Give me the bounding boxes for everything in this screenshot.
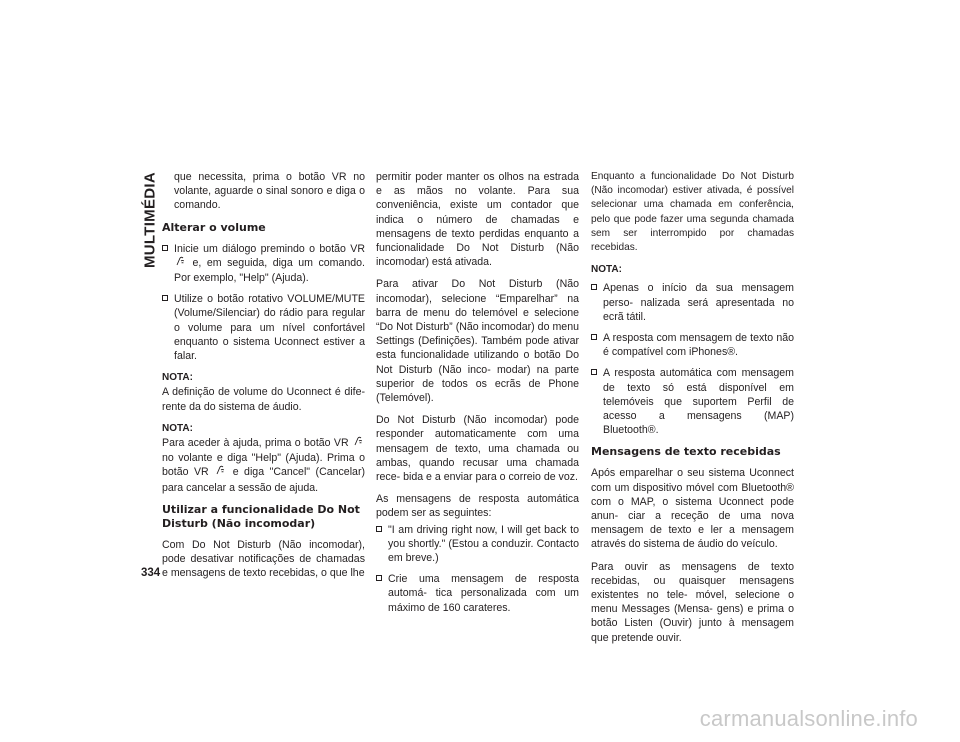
note-text-part: Para aceder à ajuda, prima o botão VR [162,437,349,450]
list-item: A resposta com mensagem de texto não é compatível com iPhones®. [591,331,794,359]
paragraph: Para ouvir as mensagens de texto recebidas, ou quaisquer mensagens existentes no tele- móvel, selecione o menu Messages (Mensa- gens) e prima o botão Listen (Ouvir) junto à mensagem que pretende ouvir. [591,560,794,644]
note-label: NOTA: [591,264,622,276]
list-item [162,242,365,286]
note-text-part: no volante e diga "Help" (Ajuda). Prima o botão VR [162,452,365,479]
voice-recognition-icon [216,465,225,480]
note-text-part: e diga "Cancel" (Cancelar) para cancelar a sessão de ajuda. [162,466,365,494]
voice-recognition-icon [176,256,185,271]
note-bullet-list [591,281,794,437]
bullet-text: e, em seguida, diga um comando. Por exemplo, "Help" (Ajuda). [174,256,365,285]
heading-alterar-volume: Alterar o volume [162,220,266,234]
column-1 [162,170,365,588]
section-tab [140,170,160,270]
column-3 [591,170,794,653]
paragraph: Com Do Not Disturb (Não incomodar), pode desativar notificações de chamadas e mensagens de texto recebidas, o que lhe [162,538,365,580]
section-tab-label: MULTIMÉDIA [141,171,159,269]
list-item: Apenas o início da sua mensagem perso- nalizada será apresentada no ecrã tátil. [591,281,794,324]
list-item: Utilize o botão rotativo VOLUME/MUTE (Volume/Silenciar) do rádio para regular o volume para um nível confortável enquanto o sistema Uconnect estiver a falar. [162,292,365,363]
column-2 [376,170,579,623]
paragraph: Após emparelhar o seu sistema Uconnect com um dispositivo móvel com Bluetooth® com o MAP, o sistema Uconnect pode anun- ciar a receção de uma nova mensagem de texto e ler a mensagem através do sistema de áudio do veículo. [591,467,794,551]
heading-do-not-disturb: Utilizar a funcionalidade Do Not Disturb (Não incomodar) [162,502,360,530]
voice-recognition-icon [354,436,363,451]
paragraph-continued: que necessita, prima o botão VR no volante, aguarde o sinal sonoro e diga o comando. [174,171,365,212]
note-label: NOTA: [162,372,193,384]
bullet-text: Inicie um diálogo premindo o botão VR [174,242,365,255]
list-item: "I am driving right now, I will get back to you shortly." (Estou a conduzir. Contacto em breve.) [376,523,579,566]
paragraph: Enquanto a funcionalidade Do Not Disturb (Não incomodar) estiver ativada, é possível selecionar uma chamada em conferência, pelo que pode fazer uma segunda chamada sem ser interrompido por chamadas recebidas. [591,171,794,254]
note-label: NOTA: [162,422,193,434]
auto-reply-bullet-list [376,523,579,615]
paragraph: permitir poder manter os olhos na estrada e as mãos no volante. Para sua conveniência, existe um contador que indica o número de chamadas e mensagens de texto perdidas enquanto a funcionalidade Do Not Disturb (Não incomodar) está ativada. [376,171,579,269]
list-item: Crie uma mensagem de resposta automá- tica personalizada com um máximo de 160 carateres. [376,572,579,615]
heading-mensagens-recebidas: Mensagens de texto recebidas [591,445,781,459]
note-text [162,436,365,495]
note-text: A definição de volume do Uconnect é dife- rente da do sistema de áudio. [162,386,365,413]
list-item: A resposta automática com mensagem de texto só está disponível em telemóveis que suportem Perfil de acesso a mensagens (MAP) Bluetooth®. [591,366,794,437]
page-number: 334 [141,567,161,579]
paragraph: Do Not Disturb (Não incomodar) pode responder automaticamente com uma mensagem de texto, uma chamada ou ambas, quando recusar uma chamada rece- bida e a enviar para o correio de voz. [376,414,579,484]
watermark: carmanualsonline.info [699,706,918,731]
paragraph: As mensagens de resposta automática podem ser as seguintes: [376,493,579,520]
volume-bullet-list [162,242,365,364]
paragraph: Para ativar Do Not Disturb (Não incomodar), selecione “Emparelhar” na barra de menu do telemóvel e selecione “Do Not Disturb” (Não incomodar) do menu Settings (Definições). Também pode ativar esta funcionalidade utilizando o botão Do Not Disturb (Não inco- modar) na parte superior de todos os ecrãs de Phone (Telemóvel). [376,278,579,405]
